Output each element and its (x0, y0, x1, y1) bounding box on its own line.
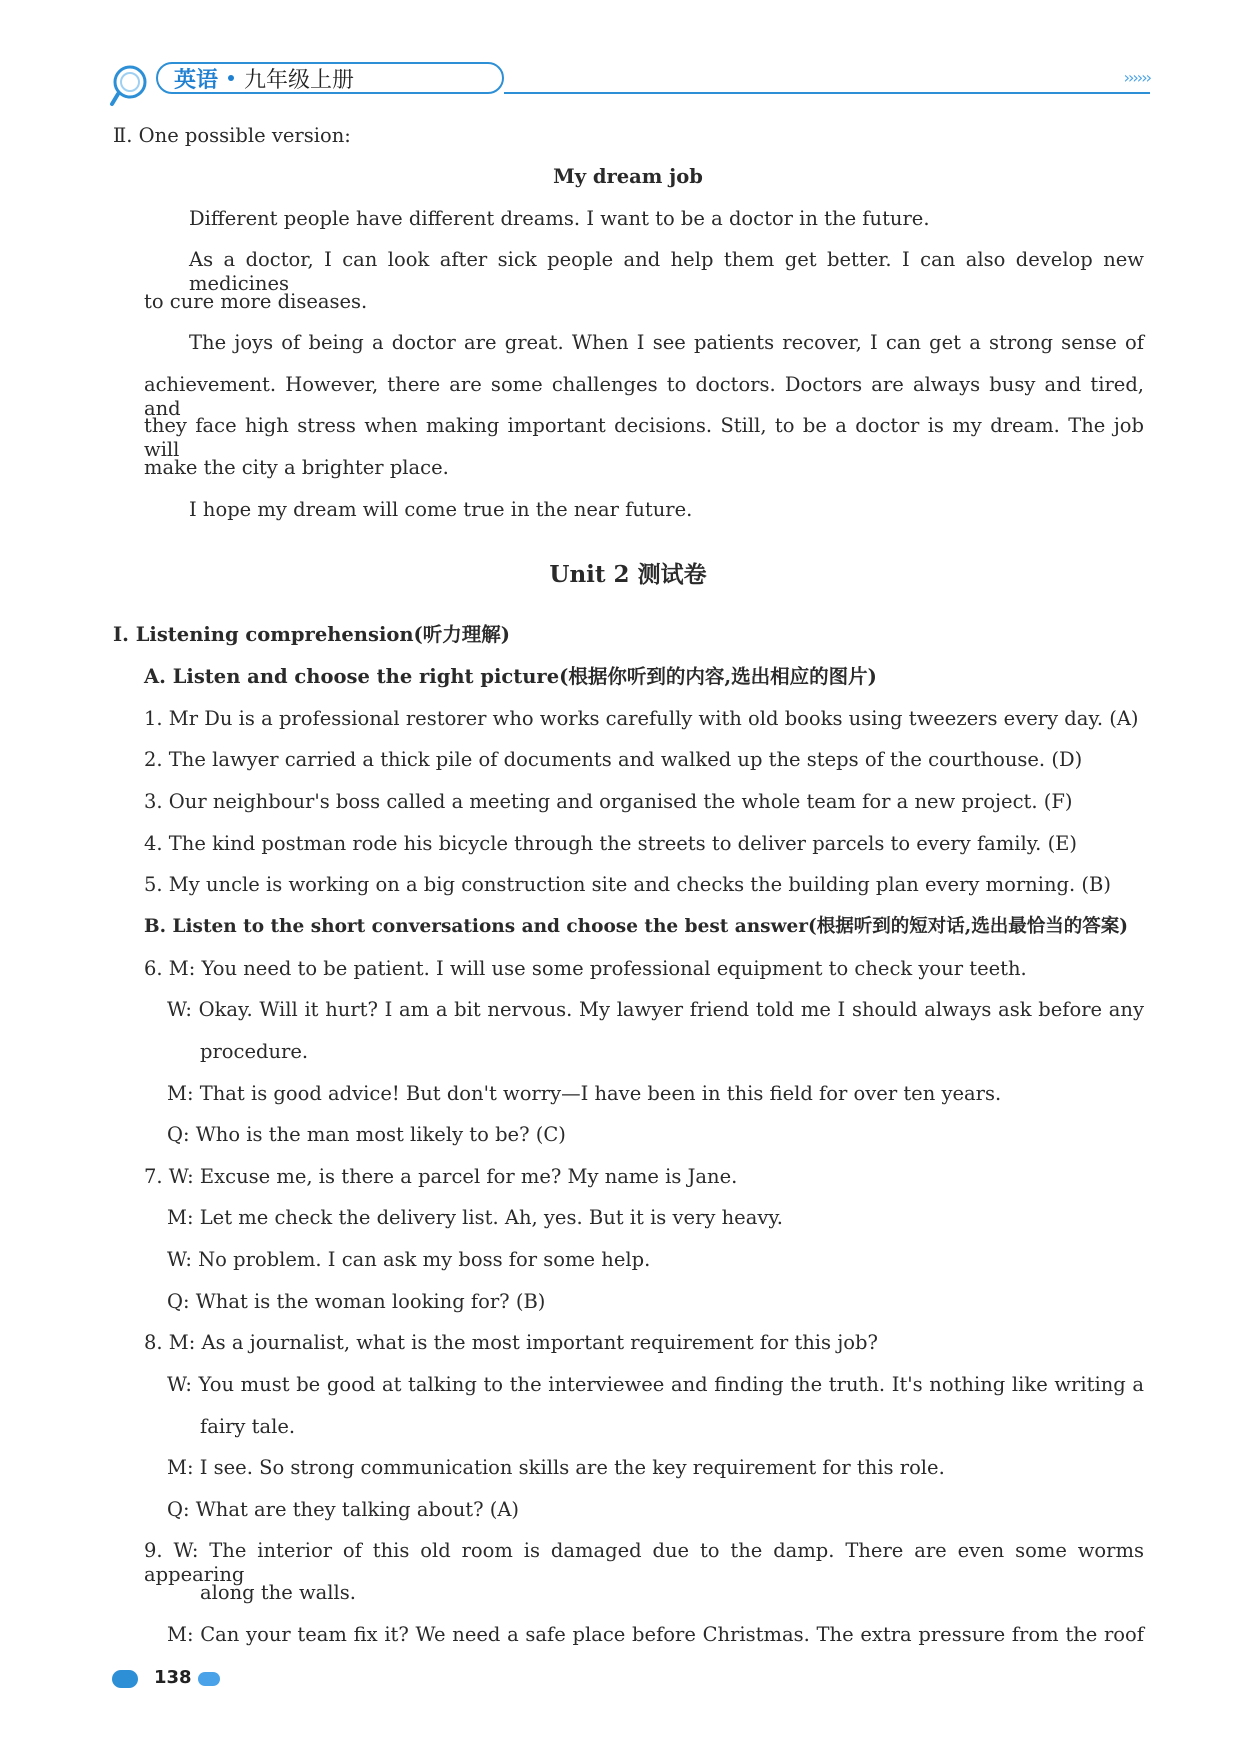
question-5: 5. My uncle is working on a big construction site and checks the building plan every morning. (B) (144, 873, 1111, 896)
header-title-pill (156, 62, 504, 94)
question-3: 3. Our neighbour's boss called a meeting and organised the whole team for a new project. (F) (144, 790, 1073, 813)
writing-paragraph-3-line-1: The joys of being a doctor are great. When I see patients recover, I can get a strong sense of (189, 331, 1144, 354)
writing-paragraph-1: Different people have different dreams. I want to be a doctor in the future. (189, 207, 930, 230)
question-6-woman-1-line-2: procedure. (200, 1040, 309, 1063)
question-9-woman-1-line-2: along the walls. (200, 1581, 356, 1604)
header-rule (504, 92, 1150, 94)
question-2: 2. The lawyer carried a thick pile of documents and walked up the steps of the courthouse. (D) (144, 748, 1083, 771)
question-9-man-1: M: Can your team fix it? We need a safe place before Christmas. The extra pressure from the roof (167, 1623, 1144, 1646)
writing-section-label: Ⅱ. One possible version: (113, 124, 351, 147)
writing-paragraph-3-line-4: make the city a brighter place. (144, 456, 449, 479)
writing-paragraph-2-line-1: As a doctor, I can look after sick people and help them get better. I can also develop new medicines (189, 248, 1144, 295)
header-separator-dot (228, 75, 234, 81)
header-arrows-icon: ›››››› (1123, 68, 1150, 87)
question-6-woman-1-line-1: W: Okay. Will it hurt? I am a bit nervous. My lawyer friend told me I should always ask before any (167, 998, 1144, 1021)
footer-dot-left-icon (112, 1670, 138, 1688)
listening-heading: Ⅰ. Listening comprehension(听力理解) (113, 623, 511, 646)
unit-title: Unit 2 测试卷 (549, 561, 707, 588)
question-8-man-1: 8. M: As a journalist, what is the most important requirement for this job? (144, 1331, 878, 1354)
question-4: 4. The kind postman rode his bicycle through the streets to deliver parcels to every family. (E) (144, 832, 1078, 855)
question-6-man-2: M: That is good advice! But don't worry—I have been in this field for over ten years. (167, 1082, 1002, 1105)
question-6-question: Q: Who is the man most likely to be? (C) (167, 1123, 566, 1146)
question-1: 1. Mr Du is a professional restorer who works carefully with old books using tweezers every day. (A) (144, 707, 1139, 730)
part-a-heading: A. Listen and choose the right picture(根据你听到的内容,选出相应的图片) (144, 665, 877, 688)
question-6-man-1: 6. M: You need to be patient. I will use some professional equipment to check your teeth. (144, 957, 1027, 980)
question-8-woman-1-line-2: fairy tale. (200, 1415, 296, 1438)
writing-paragraph-3-line-3: they face high stress when making important decisions. Still, to be a doctor is my dream. The job will (144, 414, 1144, 461)
question-9-woman-1-line-1: 9. W: The interior of this old room is damaged due to the damp. There are even some worms appearing (144, 1539, 1144, 1586)
header-subject: 英语 (174, 67, 219, 93)
question-7-woman-2: W: No problem. I can ask my boss for some help. (167, 1248, 651, 1271)
question-8-woman-1-line-1: W: You must be good at talking to the interviewee and finding the truth. It's nothing like writing a (167, 1373, 1144, 1396)
page-header (108, 58, 1150, 102)
page-footer (112, 1664, 312, 1694)
writing-paragraph-3-line-2: achievement. However, there are some challenges to doctors. Doctors are always busy and tired, and (144, 373, 1144, 420)
part-b-heading: B. Listen to the short conversations and choose the best answer(根据听到的短对话,选出最恰当的答案) (144, 916, 1128, 937)
magnifier-logo-icon (108, 60, 156, 108)
page-number: 138 (154, 1667, 192, 1688)
question-8-man-2: M: I see. So strong communication skills are the key requirement for this role. (167, 1456, 945, 1479)
question-7-man-1: M: Let me check the delivery list. Ah, yes. But it is very heavy. (167, 1206, 783, 1229)
writing-paragraph-2-line-2: to cure more diseases. (144, 290, 368, 313)
writing-title: My dream job (553, 165, 703, 188)
header-grade: 九年级上册 (244, 67, 355, 93)
question-8-question: Q: What are they talking about? (A) (167, 1498, 520, 1521)
writing-paragraph-4: I hope my dream will come true in the near future. (189, 498, 693, 521)
footer-dot-right-icon (198, 1672, 220, 1686)
question-7-woman-1: 7. W: Excuse me, is there a parcel for me? My name is Jane. (144, 1165, 738, 1188)
question-7-question: Q: What is the woman looking for? (B) (167, 1290, 546, 1313)
